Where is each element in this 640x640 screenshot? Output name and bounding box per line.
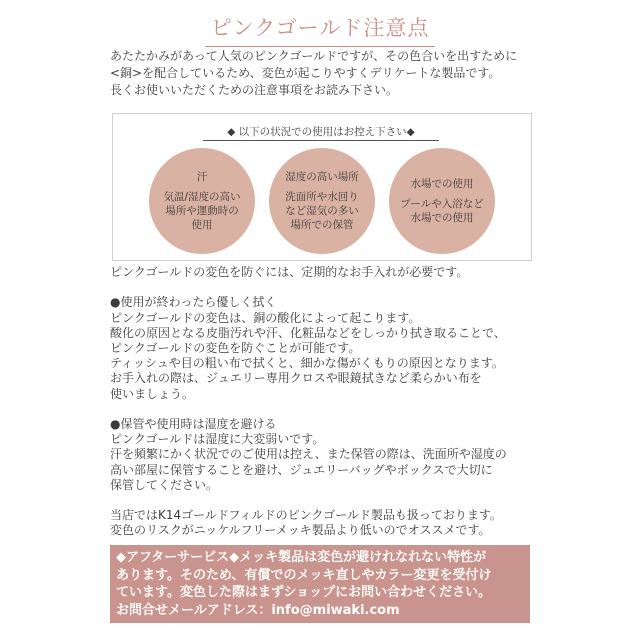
body-line: ティッシュや目の粗い布で拭くと、細かな傷がくもりの原因となります。 [110,356,504,371]
circle-line: 場所での保管 [290,219,354,231]
intro-text [110,48,535,99]
warning-circle-sweat [149,148,255,254]
care-instructions [110,265,540,539]
body-line [110,280,540,295]
body-line [110,402,540,417]
circle-line: 場所や運動時の [165,205,239,217]
circle-line: 気温/湿度の高い [163,191,241,203]
section-heading-wipe: ●使用が終わったら優しく拭く [110,295,277,310]
circle-line: 洗面所や水回り [285,191,359,203]
title-wrap [0,12,640,47]
after-service-box [110,545,530,623]
body-line: ピンクゴールドは湿度に大変弱いです。 [110,432,325,447]
after-service-line: ◆アフターサービス◆メッキ製品は変色が避けれなれない特性が [116,550,487,565]
circle-title: 汗 [196,171,208,183]
body-line: 酸化の原因となる皮脂汚れや汗、化粧品などをしっかり拭き取ることで、 [110,325,506,340]
warning-heading: ◆ 以下の状況での使用はお控え下さい◆ [203,125,439,141]
body-line: 高い部屋に保管することを避け、ジュエリーバッグやボックスで大切に [110,462,493,477]
warning-box [112,113,532,261]
body-line: 使いましょう。 [110,386,195,401]
intro-line: 長くお使いいただくための注意事項をお読み下さい。 [110,83,399,97]
circle-line: プールや入浴など [400,198,484,210]
contact-email: お問合せメールアドレス：info@miwaki.com [116,602,400,618]
intro-line: あたたかみがあって人気のピンクゴールドですが、その色合いを出すために [110,49,518,63]
body-line: ピンクゴールドの変色を防ぐことが可能です。 [110,341,361,355]
circle-body [400,197,483,225]
circle-body [285,190,359,232]
after-service-line: あります。そのため、有償でのメッキ直しやカラー変更を受付け [116,567,492,583]
warning-circle-humidity [269,148,375,254]
circle-body [163,190,240,232]
warning-circle-water [389,148,495,254]
body-line: 汗を頻繁にかく状況でのご使用は控え、また保管の際は、洗面所や湿度の [110,447,507,462]
circle-line: 水場での使用 [410,212,474,224]
circle-line: など湿気の多い [285,205,359,217]
circle-title: 湿度の高い場所 [285,171,359,183]
body-line: 保管してください。 [110,477,219,492]
body-line [110,493,540,508]
after-service-line: ています。変色した際はまずショップにお問い合わせください。 [116,585,492,600]
body-line: ピンクゴールドの変色を防ぐには、定期的なお手入れが必要です。 [110,265,469,279]
page-title: ピンクゴールド注意点 [205,12,436,47]
body-line: 当店ではK14ゴールドフィルドのピンクゴールド製品も扱っております。 [110,508,502,523]
body-line: 変色のリスクがニッケルフリーメッキ製品より低いのでオススメです。 [110,523,491,538]
circle-line: 使用 [191,219,213,231]
section-heading-humidity: ●保管や使用時は湿度を避ける [110,417,277,431]
body-line: お手入れの際は、ジュエリー専用クロスや眼鏡拭きなど柔らかい布を [110,371,482,386]
body-line: ピンクゴールドの変色は、銅の酸化によって起こります。 [110,310,421,325]
circle-title: 水場での使用 [410,178,474,190]
intro-line: <銅>を配合しているため、変色が起こりやすくデリケートな製品です。 [110,66,501,80]
